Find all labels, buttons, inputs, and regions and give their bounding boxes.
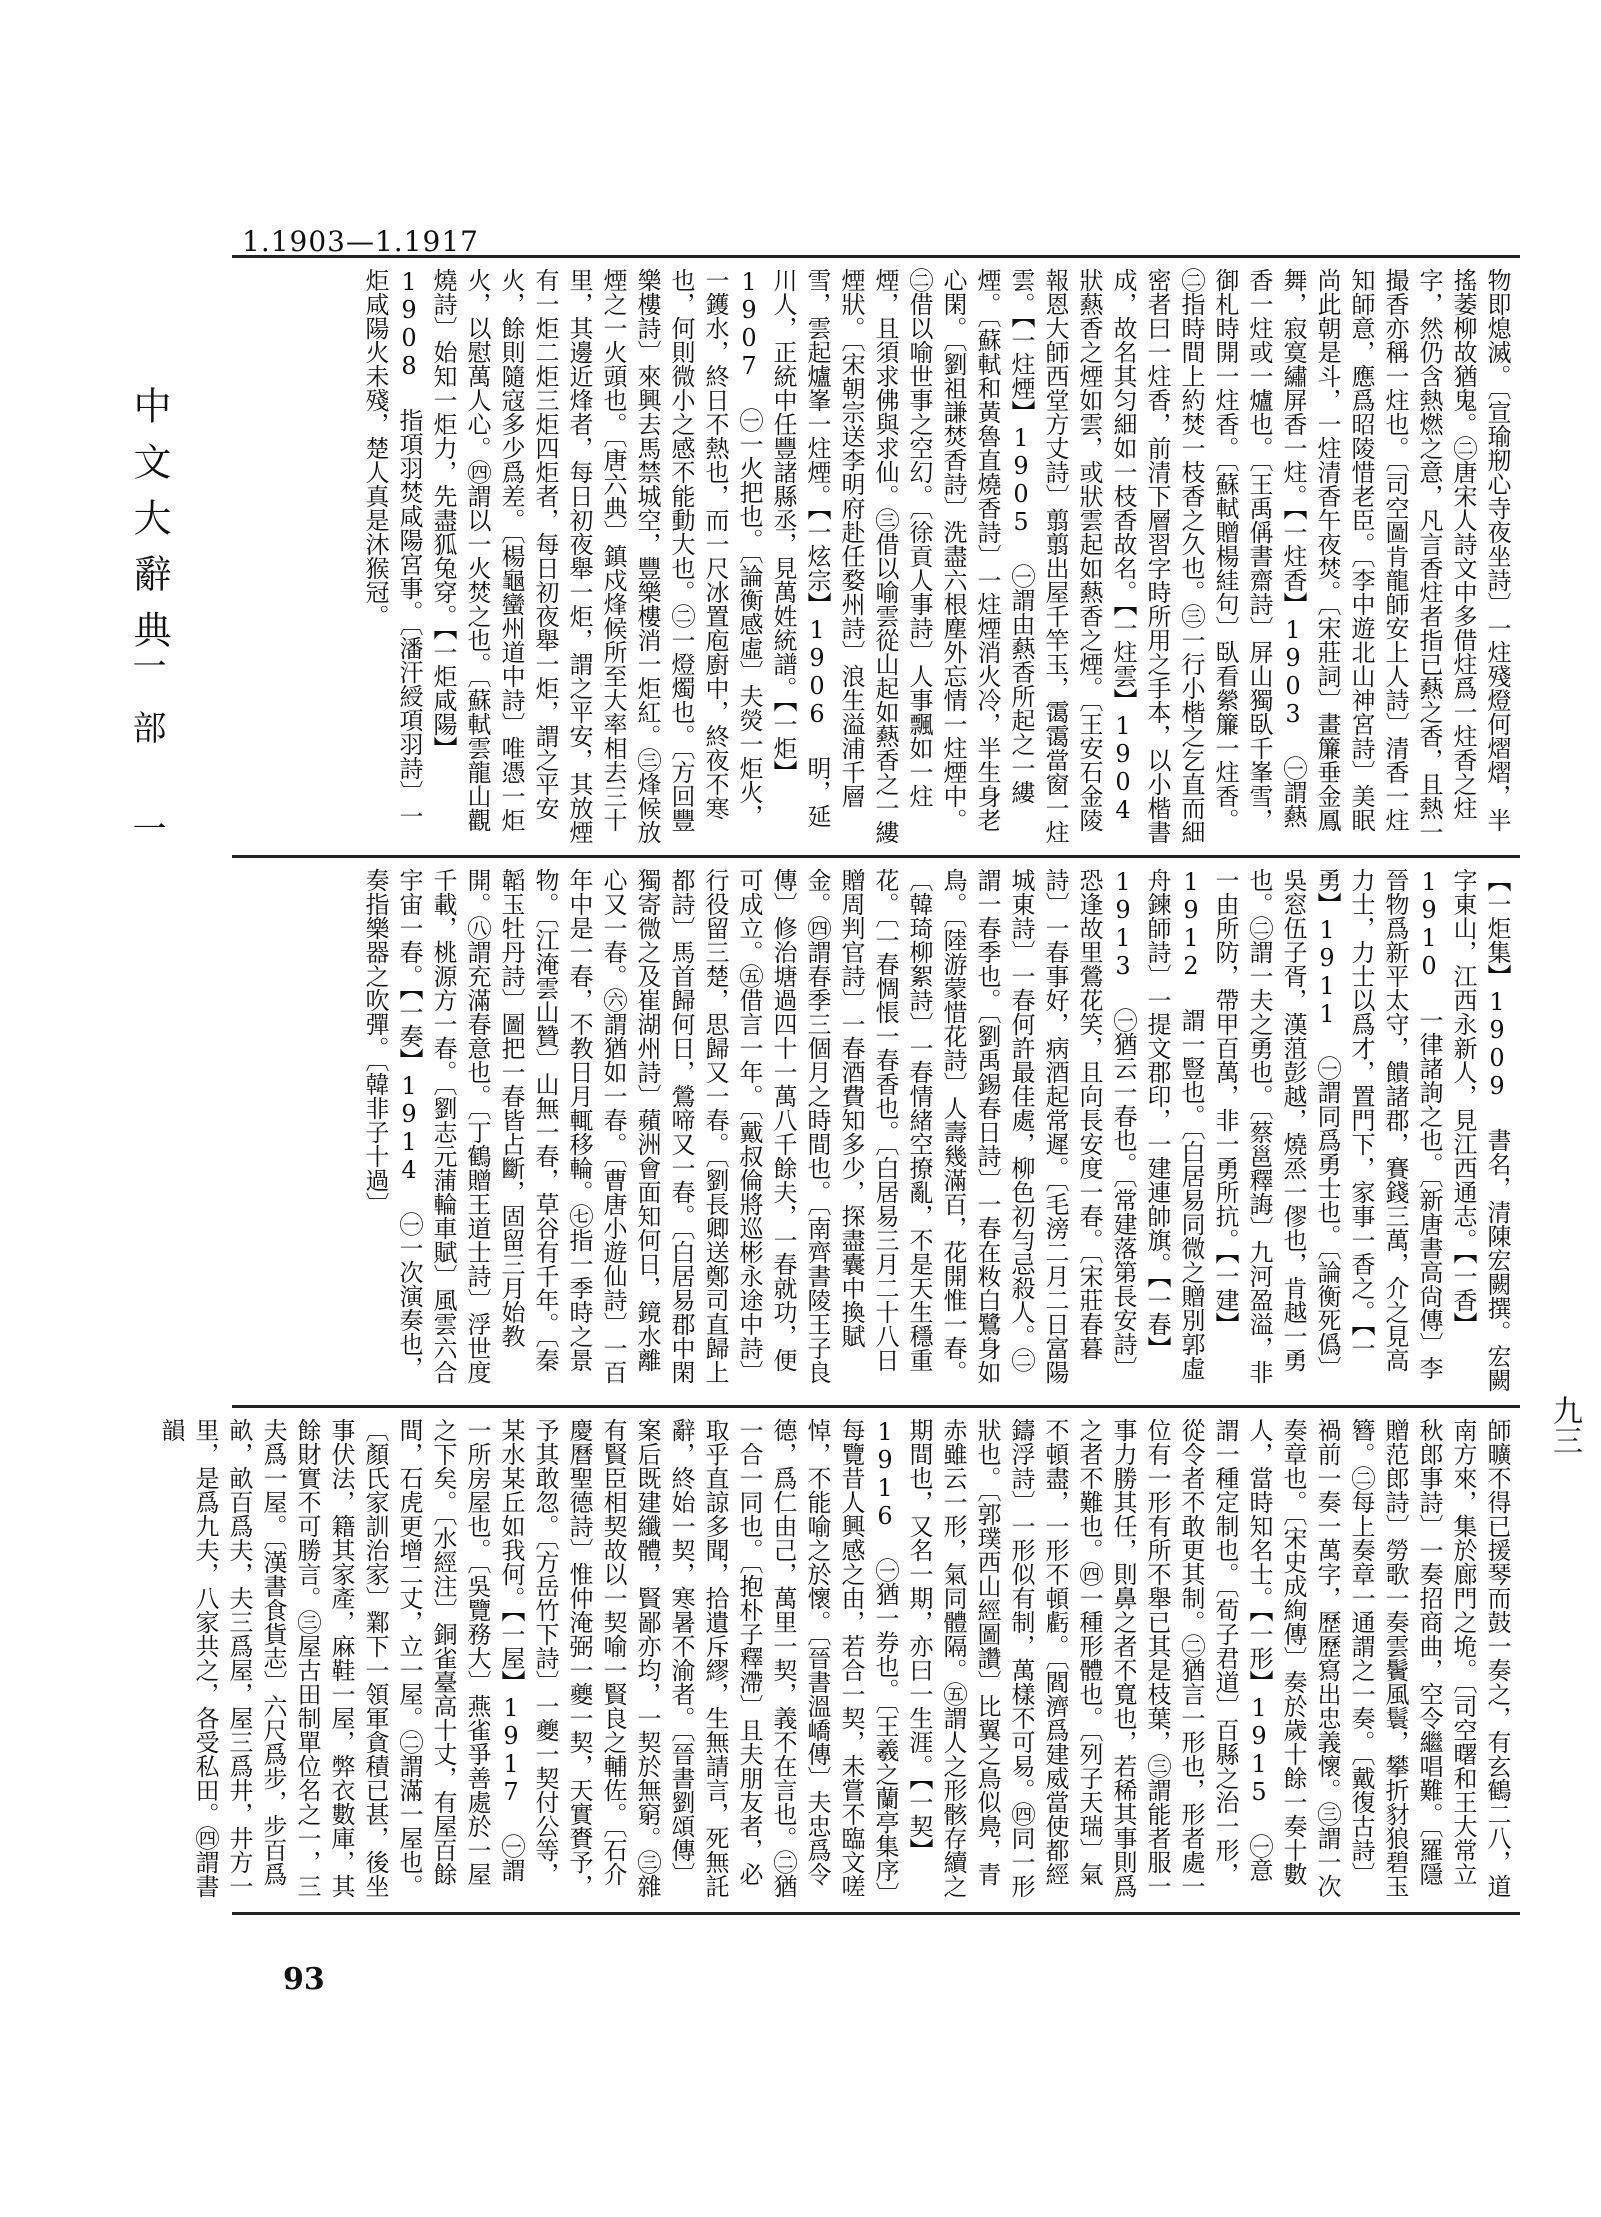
dictionary-body <box>157 255 1520 1915</box>
page-number: 93 <box>283 1962 325 1997</box>
tier-middle <box>232 855 1520 1405</box>
tier-lower-text: 師曠不得已援琴而鼓一奏之，有玄鶴二八，道南方來，集於廊門之垝。〔司空曙和王大常立秋郎事詩〕一奏招商曲，空令繼唱難。〔羅隱贈范郎詩〕勞歌一奏雲鬢風鬟，攀折豺狼碧玉簪。㊁每上奏章一通謂之一奏。〔戴復古詩〕禍前一奏一萬字，歷歷寫出忠義懷。㊂謂一次奏章也。〔宋史成絢傳〕奏於歲十餘一奏十數人，當時知名士。【一形】1915 ㊀意謂一種定制也。〔荀子君道〕百縣之治一形，從令者不敢更其制。㊁猶言一形也，形者處一位有一形有所不舉已其是枝葉，㊂謂能者服一事力勝其任，則鼻之者不寬也，若稀其事則爲之者不難也。㊃一種形體也。〔列子天瑞〕氣不頓盡，一形不頓虧。〔閻濟爲建威當使都經鑄浮詩〕一形似有制，萬樣不可易。㊃同一形狀也。〔郭璞西山經圖讚〕比翼之鳥似鳧，青赤雖云一形，氣同體隔。㊄謂人之形骸存續之期間也，又名一期，亦曰一生涯。【一契】1916 ㊀猶一券也。〔王羲之蘭亭集序〕每覽昔人興感之由，若合一契，未嘗不臨文嗟悼，不能喻之於懷。〔晉書溫嶠傳〕夫忠爲令德，爲仁由己，萬里一契，義不在言也。㊁猶一合一同也。〔抱朴子釋滯〕且夫朋友者，必取乎直諒多聞，拾遺斥繆，生無請言，死無託辭，終始一契，寒暑不渝者。〔晉書劉頌傳〕案后既建纖體，賢鄙亦均，一契於無窮。㊂雜有賢臣相契故以一契喻一賢良之輔佐。〔石介慶曆聖德詩〕惟仲淹弼一夔一契，天實賚予，予其敢忽。〔方岳竹下詩〕一夔一契付公等，某水某丘如我何。【一屋】1917 ㊀謂一所房屋也。〔吳覽務大〕燕雀爭善處於一屋之下矣。〔水經注〕銅雀臺高十丈，有屋百餘間，石虎更增二丈，立一屋。㊁謂滿一屋也。〔顏氏家訓治家〕鄴下一領軍貪積已甚，後坐事伏法，籍其家產，麻鞋一屋，弊衣數庫，其餘財實不可勝言。㊂屋古田制單位名之一，三夫爲一屋。〔漢書食貨志〕六尺爲步，步百爲畝，畝百爲夫，夫三爲屋，屋三爲井，井方一里，是爲九夫，八家共之，各受私田。㊃謂書韻 <box>157 1418 1511 1898</box>
book-title: 中文大辭典 <box>127 386 171 666</box>
page-range: 1.1903—1.1917 <box>242 225 479 258</box>
tier-lower <box>157 1405 1520 1915</box>
tier-middle-text: 【一炬集】1909 書名，清陳宏闕撰。宏闕字東山，江西永新人，見江西通志。【一香】1910 一律諸詢之也。〔新唐書高尙傳〕李晉物爲新平太守，饋諸郡，賽錢三萬，介之見高力士，力士以爲才，置門下，家事一香之。【一勇】1911 ㊀謂同爲勇士也。〔論衡死僞〕吳窓伍子胥，漢菹彭越，燒烝一僇也，肯越一勇也。㊁謂一夫之勇也。〔蔡邕釋誨〕九河盈溢，非一由所防，帶甲百萬，非一勇所抗。【一建】1912 謂一豎也。〔白居易同微之贈別郭虛舟鍊師詩〕一提文郡印，一建連帥旗。【一春】1913 ㊀猶云一春也。〔常建落第長安詩〕恐逢故里鶯花笑，且向長安度一春。〔宋莊春暮詩〕一春事好，病酒起常遲。〔毛滂二月二日富陽城東詩〕一春何許最佳處，柳色初勻忌殺人。㊁謂一春季也。〔劉禹錫春日詩〕一春在籹白鷺身如鳥。〔陸游蒙惜花詩〕人壽幾滿百，花開惟一春。〔韓琦柳絮詩〕一春情緒空撩亂，不是天生穩重花。〔一春惆悵一春香也。〔白居易三月二十八日贈周判官詩〕一春酒費知多少，探盡囊中換賦金。㊃謂春季三個月之時間也。〔南齊書陵王子良傳〕修治塘過四十一萬八千餘夫，一春就功，便可成立。㊄借言一年。〔戴叔倫將巡彬永途中詩〕行役留三楚，思歸又一春。〔劉長卿送鄭司直歸上都詩〕馬首歸何日，鶯啼又一春。〔白居易郡中閑獨寄微之及崔湖州詩〕蘋洲會面知何日，鏡水離心又一春。㊅謂猶如一春。〔曹唐小遊仙詩〕一百年中是一春，不教日月輒移輪。㊆指一季時之景物。〔江淹雲山贊〕山無一春，草谷有千年。〔秦韜玉牡丹詩〕圖把一春皆占斷，固留三月始教開。㊇謂充滿春意也。〔丁鶴贈王道士詩〕浮世度千載，桃源方一春。〔劉志元蒲輪車賦〕風雲六合宇宙一春。【一奏】1914 ㊀一次演奏也，奏指樂器之吹彈。〔韓非子十過〕 <box>361 868 1511 1392</box>
section-label: 一部 一 <box>126 648 166 873</box>
page-number-cjk: 九三 <box>1547 1395 1582 1455</box>
tier-upper <box>232 255 1520 855</box>
tier-upper-text: 物即熄滅。〔宣瑜剏心寺夜坐詩〕一炷殘燈何熠熠，半搖萎柳故猶鬼。㊁唐宋人詩文中多借炷爲一炷香之炷字，然仍含熱燃之意，凡言香炷者指已爇之香，且熱一撮香亦稱一炷也。〔司空圖肯龍師安上人詩〕清香一炷知師意，應爲昭陵惜老臣。〔李中遊北山神宮詩〕美眠尚此朝是斗，一炷清香午夜焚。〔宋莊詞〕畫簾垂金鳳舞，寂寞繡屏香一炷。【一炷香】1903 ㊀謂爇香一炷或一爐也。〔王禹偁書齋詩〕屏山獨臥千峯雪，御札時開一炷香。〔蘇軾贈楊絓句〕臥看縈簾一炷香。㊁指時間上約焚一枝香之久也。㊂一行小楷之乞直而細密者曰一炷香，前清下層習字時所用之手本，以小楷書成，故名其匀細如一枝香故名。【一炷雲】1904 狀爇香之煙如雲，或狀雲起如爇香之煙。〔王安石金陵報恩大師西堂方丈詩〕翦翦出屋千竿玉，霭霭當窗一炷雲。【一炷煙】1905 ㊀謂由爇香所起之一縷煙。〔蘇軾和黃魯直燒香詩〕一炷煙消火冷，半生身老心閑。〔劉祖謙焚香詩〕洗盡六根塵外忘情一炷煙中。㊁借以喻世事之空幻。〔徐貢人事詩〕人事飄如一炷煙，且須求佛與求仙。㊂借以喻雲從山起如爇香之一縷煙狀。〔宋朝宗送李明府赴任婺州詩〕浪生溢浦千層雪，雲起爐峯一炷煙。【一炫宗】1906 明，延川人，正統中任豐諸縣丞，見萬姓統譜。【一炬】1907 ㊀一火把也。〔論衡感虛〕夫熒一炬火，一鑊水，終日不熱也，而一尺冰置庖廚中，終夜不寒也，何則微小之感不能動大也。㊁一燈燭也。〔方回豐樂樓詩〕來興去馬禁城空，豐樂樓消一炬紅。㊂烽候放煙之一火頭也。〔唐六典〕鎮戍烽候所至大率相去三十里，其邊近烽者，每日初夜舉一炬，謂之平安，其放煙有一炬二炬三炬四炬者，每日初夜舉一炬，謂之平安火，餘則隨寇多少爲差。〔楊龜蠻州道中詩〕唯憑一炬火，以慰萬人心。㊃謂以一火焚之也。〔蘇軾雲龍山觀燒詩〕始知一炬力，先盡狐兔穿。【一炬咸陽】1908 指項羽焚咸陽宮事。〔潘汗綬項羽詩〕一炬咸陽火未殘，楚人真是沐猴冠。 <box>361 268 1511 852</box>
